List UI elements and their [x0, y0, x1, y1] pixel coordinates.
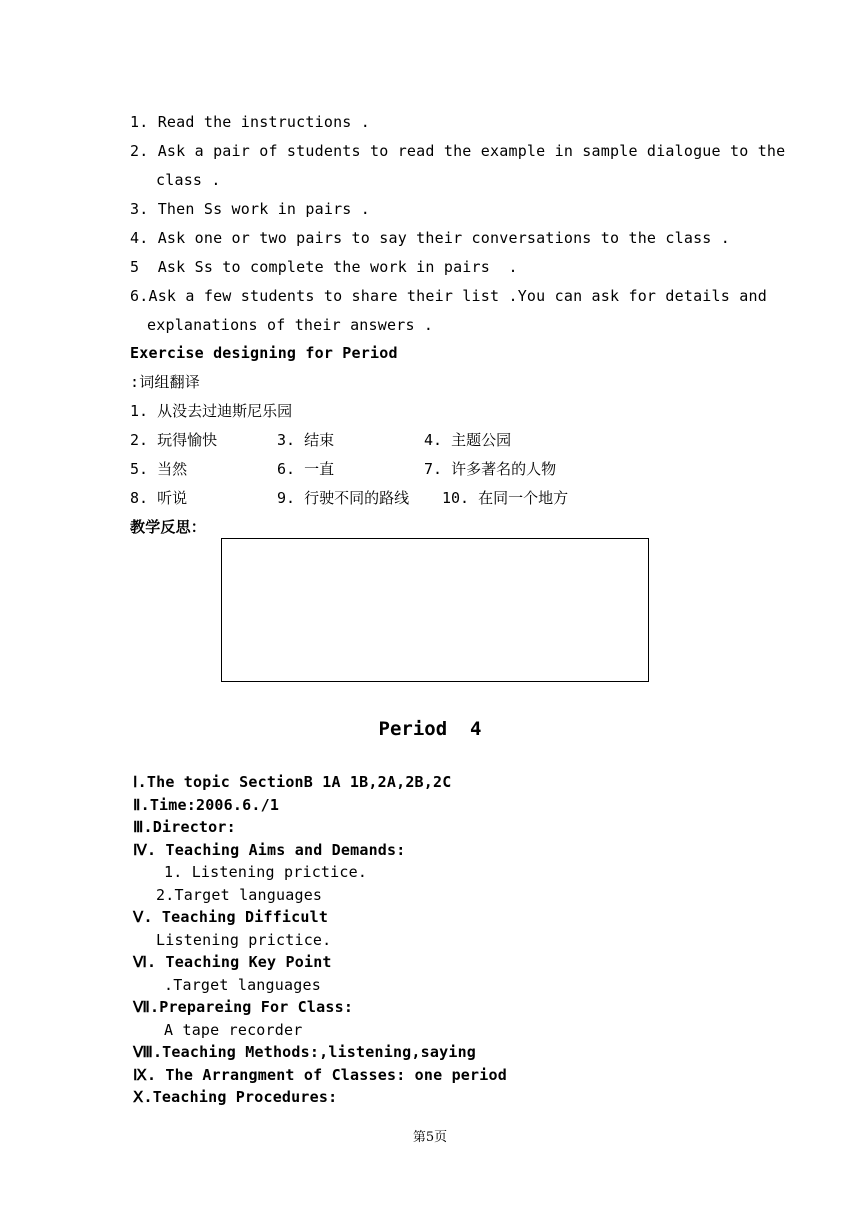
reflection-box	[221, 538, 649, 682]
step-6-continued: explanations of their answers .	[147, 316, 434, 334]
exercise-heading: Exercise designing for Period	[130, 344, 398, 362]
page-number: 第5页	[412, 1130, 448, 1145]
plan-prepare-item: A tape recorder	[164, 1021, 303, 1039]
plan-keypoint-item: .Target languages	[164, 976, 321, 994]
plan-aims-item: 2.Target languages	[156, 886, 323, 904]
phrase-item: 3. 结束	[277, 431, 335, 449]
plan-methods: Ⅷ.Teaching Methods:,listening,saying	[133, 1043, 477, 1061]
phrase-item: 8. 听说	[130, 489, 188, 507]
plan-topic: Ⅰ.The topic SectionB 1A 1B,2A,2B,2C	[133, 773, 452, 791]
step-3: 3. Then Ss work in pairs .	[130, 200, 370, 218]
phrase-item: 7. 许多著名的人物	[424, 460, 557, 478]
phrase-item: 9. 行驶不同的路线	[277, 489, 410, 507]
plan-prepare-heading: Ⅶ.Prepareing For Class:	[133, 998, 354, 1016]
step-1: 1. Read the instructions .	[130, 113, 370, 131]
plan-difficult-heading: Ⅴ. Teaching Difficult	[133, 908, 329, 926]
period-title: Period 4	[378, 718, 482, 740]
plan-keypoint-heading: Ⅵ. Teaching Key Point	[133, 953, 332, 971]
step-6: 6.Ask a few students to share their list .You can ask for details and	[130, 287, 767, 305]
phrase-item: 2. 玩得愉快	[130, 431, 218, 449]
exercise-subheading: :词组翻译	[130, 373, 201, 391]
plan-procedures: Ⅹ.Teaching Procedures:	[133, 1088, 338, 1106]
step-2: 2. Ask a pair of students to read the example in sample dialogue to the	[130, 142, 786, 160]
reflection-label: 教学反思：	[130, 518, 207, 536]
step-4: 4. Ask one or two pairs to say their conversations to the class .	[130, 229, 730, 247]
phrase-item: 1. 从没去过迪斯尼乐园	[130, 402, 293, 420]
phrase-item: 5. 当然	[130, 460, 188, 478]
plan-arrangement: Ⅸ. The Arrangment of Classes: one period	[133, 1066, 507, 1084]
plan-aims-item: 1. Listening prictice.	[164, 863, 368, 881]
plan-difficult-item: Listening prictice.	[156, 931, 332, 949]
phrase-item: 10. 在同一个地方	[442, 489, 569, 507]
step-2-continued: class .	[156, 171, 221, 189]
phrase-item: 4. 主题公园	[424, 431, 512, 449]
step-5: 5 Ask Ss to complete the work in pairs .	[130, 258, 518, 276]
plan-time: Ⅱ.Time:2006.6./1	[133, 796, 280, 814]
phrase-item: 6. 一直	[277, 460, 335, 478]
plan-aims-heading: Ⅳ. Teaching Aims and Demands:	[133, 841, 406, 859]
plan-director: Ⅲ.Director:	[133, 818, 236, 836]
